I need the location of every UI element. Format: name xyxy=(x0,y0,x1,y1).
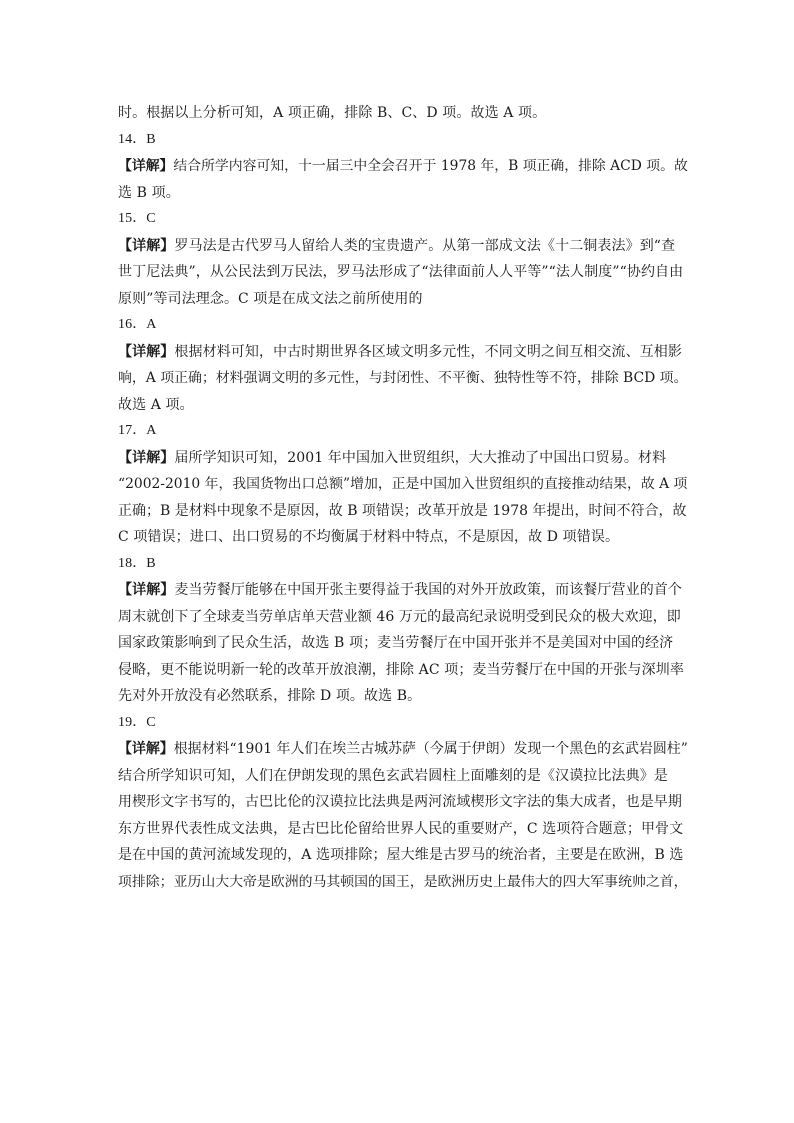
text-line: “2002-2010 年，我国货物出口总额”增加，正是中国加入世贸组织的直接推动结果，故 A 项 xyxy=(118,476,688,492)
explanation-line: 【详解】罗马法是古代罗马人留给人类的宝贵遗产。从第一部成文法《十二铜表法》到“查 xyxy=(118,237,676,254)
detail-tag: 【详解】 xyxy=(118,582,175,598)
detail-tag: 【详解】 xyxy=(118,343,175,360)
question-number-16: 16．A xyxy=(118,317,157,332)
text-line: 先对外开放没有必然联系，排除 D 项。故选 B。 xyxy=(118,688,422,704)
text-line: 项排除；亚历山大大帝是欧洲的马其顿国的国王，是欧洲历史上最伟大的四大军事统帅之首， xyxy=(118,873,688,890)
text-line: 是在中国的黄河流域发现的，A 选项排除；屋大维是古罗马的统治者，主要是在欧洲，B 选 xyxy=(118,847,684,863)
detail-tag: 【详解】 xyxy=(118,741,174,757)
question-number-18: 18．B xyxy=(118,555,156,571)
question-number-19: 19．C xyxy=(118,714,156,730)
explanation-line: 【详解】根据材料“1901 年人们在埃兰古城苏萨（今属于伊朗）发现一个黑色的玄武岩圆柱” xyxy=(118,741,688,757)
explanation-line: 【详解】届所学知识可知，2001 年中国加入世贸组织，大大推动了中国出口贸易。材料 xyxy=(118,449,667,466)
detail-tag: 【详解】 xyxy=(118,449,175,466)
question-number-14: 14．B xyxy=(118,131,156,147)
text-line: 国家政策影响到了民众生活，故选 B 项；麦当劳餐厅在中国开张并不是美国对中国的经济 xyxy=(118,635,674,651)
text-line: 正确；B 是材料中现象不是原因，故 B 项错误；改革开放是 1978 年提出，时间不符合，故 xyxy=(118,502,687,519)
detail-tag: 【详解】 xyxy=(118,237,175,254)
text-line: 原则”等司法理念。C 项是在成文法之前所使用的 xyxy=(118,290,423,307)
explanation-line: 【详解】根据材料可知，中古时期世界各区域文明多元性，不同文明之间互相交流、互相影 xyxy=(118,343,683,360)
text-line: 周末就创下了全球麦当劳单店单天营业额 46 万元的最高纪录说明受到民众的极大欢迎，即 xyxy=(118,608,681,625)
text-line: C 项错误；进口、出口贸易的不均衡属于材料中特点，不是原因，故 D 项错误。 xyxy=(118,529,620,545)
text-line: 故选 A 项。 xyxy=(118,396,194,413)
detail-tag: 【详解】 xyxy=(118,158,174,174)
text-line: 侵略，更不能说明新一轮的改革开放浪潮，排除 AC 项；麦当劳餐厅在中国的开张与深圳率 xyxy=(118,661,684,678)
explanation-line: 【详解】麦当劳餐厅能够在中国开张主要得益于我国的对外开放政策，而该餐厅营业的首个 xyxy=(118,582,683,598)
text-line: 结合所学知识可知，人们在伊朗发现的黑色玄武岩圆柱上面雕刻的是《汉谟拉比法典》是 xyxy=(118,767,668,784)
text-line: 时。根据以上分析可知，A 项正确，排除 B、C、D 项。故选 A 项。 xyxy=(118,105,547,121)
text-line: 响，A 项正确；材料强调文明的多元性，与封闭性、不平衡、独特性等不符，排除 BCD 项。 xyxy=(118,370,688,386)
text-line: 选 B 项。 xyxy=(118,184,180,201)
question-number-15: 15．C xyxy=(118,211,156,226)
answer-explanations xyxy=(118,100,688,895)
text-line: 世丁尼法典”，从公民法到万民法，罗马法形成了“法律面前人人平等”“法人制度”“协约自由 xyxy=(118,264,684,280)
explanation-line: 【详解】结合所学内容可知，十一届三中全会召开于 1978 年，B 项正确，排除 ACD 项。故 xyxy=(118,158,688,174)
text-line: 东方世界代表性成文法典，是古巴比伦留给世界人民的重要财产，C 选项符合题意；甲骨文 xyxy=(118,820,684,837)
question-number-17: 17．A xyxy=(118,423,157,438)
text-line: 用楔形文字书写的，古巴比伦的汉谟拉比法典是两河流域楔形文字法的集大成者，也是早期 xyxy=(118,794,682,810)
